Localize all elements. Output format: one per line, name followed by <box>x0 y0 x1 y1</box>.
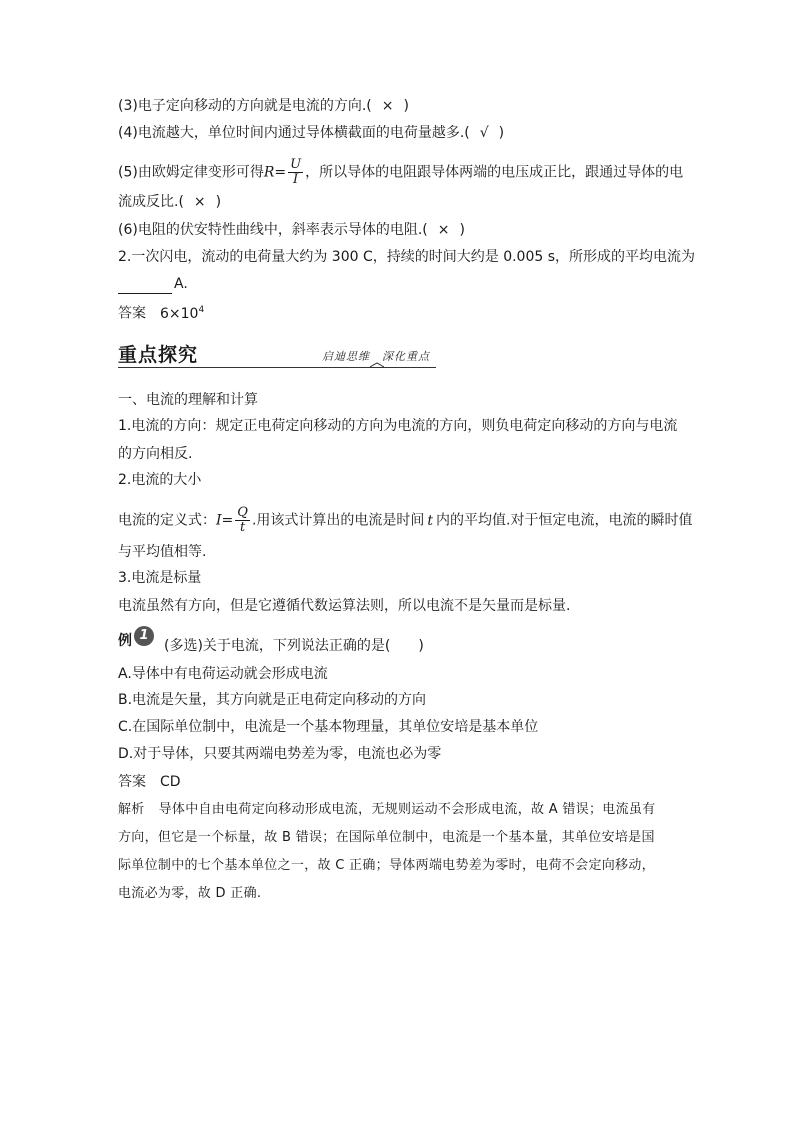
section-tag: 启迪思维 深化重点 <box>322 350 430 363</box>
example-stem: (多选)关于电流，下列说法正确的是( ) <box>164 638 424 654</box>
option-d: D.对于导体，只要其两端电势差为零，电流也必为零 <box>118 746 442 762</box>
part1-p2-heading: 2.电流的大小 <box>118 472 202 488</box>
example-number-badge: 1 <box>134 626 154 646</box>
example-answer: 答案 CD <box>118 774 181 790</box>
section-divider <box>118 367 436 368</box>
part1-p3-heading: 3.电流是标量 <box>118 570 202 586</box>
judgment-5: (5)由欧姆定律变形可得R= $\frac{U}{I}$ ，所以导体的电阻跟导体两端的电压成正比，跟通过导体的电 <box>118 157 684 187</box>
analysis-line-3: 际单位制中的七个基本单位之一，故 C 正确；导体两端电势差为零时，电荷不会定向移动， <box>118 858 655 873</box>
current-definition-cont: 与平均值相等. <box>118 544 207 560</box>
option-c: C.在国际单位制中，电流是一个基本物理量，其单位安培是基本单位 <box>118 719 539 735</box>
part1-p3-text: 电流虽然有方向，但是它遵循代数运算法则，所以电流不是矢量而是标量. <box>118 598 571 614</box>
answer-blank <box>118 279 172 294</box>
judgment-6: (6)电阻的伏安特性曲线中，斜率表示导体的电阻.( × ) <box>118 222 465 238</box>
question-2-blank-line: A. <box>118 274 188 294</box>
example-label: 例 <box>118 633 132 649</box>
question-2: 2.一次闪电，流动的电荷量大约为 300 C，持续的时间大约是 0.005 s，所形成的平均电流为 <box>118 249 696 265</box>
divider-notch-icon <box>370 362 384 370</box>
analysis-line-1: 解析 导体中自由电荷定向移动形成电流，无规则运动不会形成电流，故 A 错误；电流虽有 <box>118 802 656 817</box>
formula-fraction: $\frac{Q}{t}$ <box>237 505 248 535</box>
part1-p1-line2: 的方向相反. <box>118 446 193 462</box>
wrong-mark: × <box>193 194 206 210</box>
option-b: B.电流是矢量，其方向就是正电荷定向移动的方向 <box>118 692 427 708</box>
part1-heading: 一、电流的理解和计算 <box>118 392 258 408</box>
wrong-mark: × <box>437 222 450 238</box>
judgment-5-cont: 流成反比.( × ) <box>118 194 222 210</box>
section-title: 重点探究 <box>118 344 199 366</box>
formula-fraction: $\frac{U}{I}$ <box>290 157 302 187</box>
correct-mark: √ <box>479 125 489 141</box>
wrong-mark: × <box>381 98 394 114</box>
part1-p1-line1: 1.电流的方向：规定正电荷定向移动的方向为电流的方向，则负电荷定向移动的方向与电流 <box>118 418 678 434</box>
judgment-4: (4)电流越大，单位时间内通过导体横截面的电荷量越多.( √ ) <box>118 125 505 141</box>
analysis-line-2: 方向，但它是一个标量，故 B 错误；在国际单位制中，电流是一个基本量，其单位安培是国 <box>118 830 655 845</box>
current-definition: 电流的定义式：I= $\frac{Q}{t}$ .用该式计算出的电流是时间 t 内的平均值.对于恒定电流，电流的瞬时值 <box>118 505 693 535</box>
option-a: A.导体中有电荷运动就会形成电流 <box>118 666 328 682</box>
question-2-answer: 答案 $6\times 10^4$ <box>118 305 205 322</box>
judgment-3: (3)电子定向移动的方向就是电流的方向.( × ) <box>118 98 409 114</box>
analysis-line-4: 电流必为零，故 D 正确. <box>118 886 262 901</box>
